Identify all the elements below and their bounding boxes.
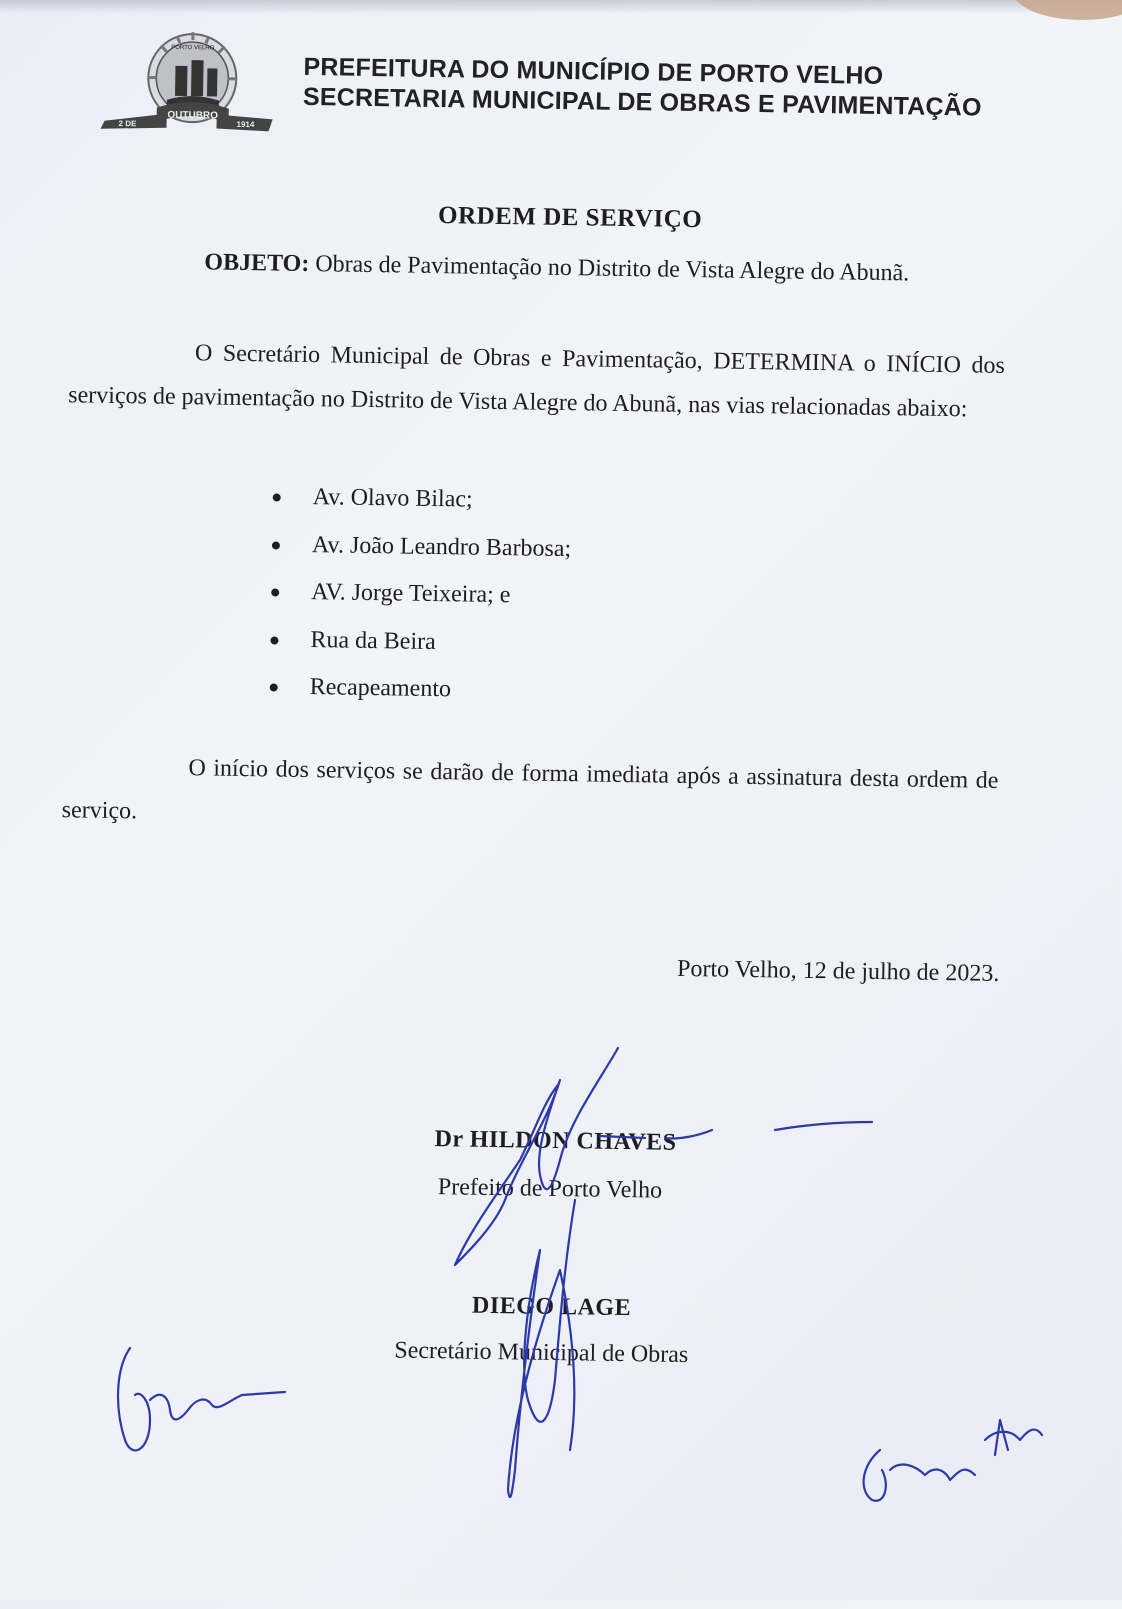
emblem-right-text: 1914	[237, 120, 255, 129]
document-date: Porto Velho, 12 de julho de 2023.	[677, 956, 1000, 988]
list-item	[272, 521, 572, 573]
paragraph-inicio: O início dos serviços se darão de forma imediata após a assinatura desta ordem de serviço.	[61, 744, 998, 847]
list-item-text: Av. João Leandro Barbosa;	[312, 532, 572, 562]
objeto-text: Obras de Pavimentação no Distrito de Vista Alegre do Abunã.	[309, 251, 909, 286]
list-item	[271, 568, 571, 620]
signatory-name-mayor: Dr HILDON CHAVES	[434, 1126, 676, 1157]
emblem-top-text: PORTO VELHO	[171, 45, 215, 52]
signatory-role-mayor: Prefeito de Porto Velho	[438, 1174, 663, 1205]
objeto-label: OBJETO:	[204, 249, 309, 277]
paragraph-determina: O Secretário Municipal de Obras e Pavimentação, DETERMINA o INÍCIO dos serviços de pavimentação no Distrito de Vista Alegre do Abunã, nas vias relacionadas abaixo:	[68, 329, 1005, 432]
list-item-text: Recapeamento	[310, 674, 452, 702]
bullet-icon	[270, 683, 278, 691]
municipal-emblem-icon	[96, 29, 278, 144]
bullet-icon	[272, 541, 280, 549]
list-item	[270, 616, 570, 668]
list-item-text: Rua da Beira	[310, 627, 436, 655]
signatory-name-secretary: DIEGO LAGE	[472, 1293, 631, 1322]
letterhead	[303, 52, 983, 123]
list-item-text: Av. Olavo Bilac;	[313, 484, 473, 513]
bullet-icon	[273, 493, 281, 501]
bullet-icon	[270, 636, 278, 644]
emblem-ribbon-text: OUTUBRO	[167, 110, 218, 122]
street-list	[269, 473, 572, 715]
signatory-role-secretary: Secretário Municipal de Obras	[394, 1337, 688, 1369]
bullet-icon	[271, 588, 279, 596]
letterhead-line-2: SECRETARIA MUNICIPAL DE OBRAS E PAVIMENTAÇÃO	[303, 82, 982, 123]
list-item	[272, 473, 572, 525]
list-item-text: AV. Jorge Teixeira; e	[311, 579, 511, 608]
list-item	[269, 663, 569, 715]
emblem-left-text: 2 DE	[119, 119, 138, 128]
document-title: ORDEM DE SERVIÇO	[9, 195, 1122, 241]
objeto-line	[204, 249, 909, 287]
letterhead-line-1: PREFEITURA DO MUNICÍPIO DE PORTO VELHO	[303, 52, 982, 93]
